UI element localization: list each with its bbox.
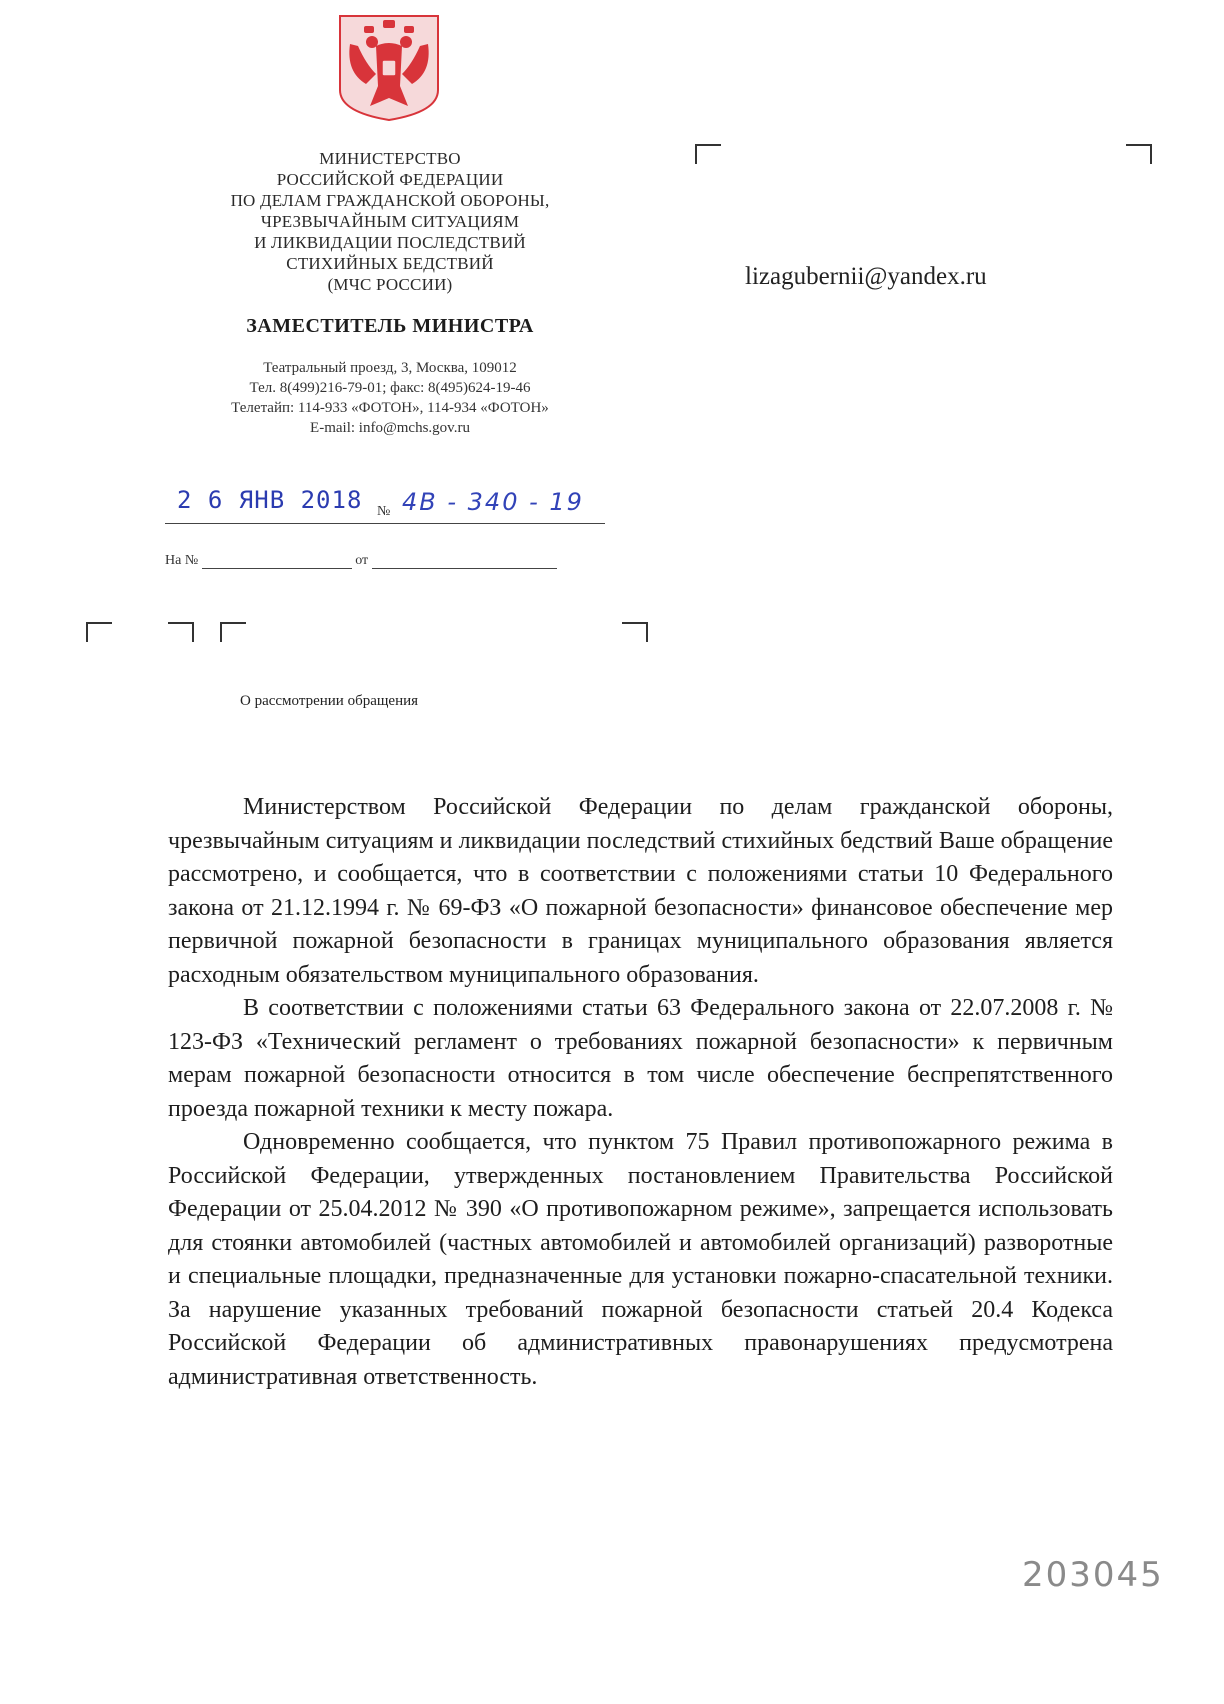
corner-bracket xyxy=(1126,144,1152,164)
ministry-line: И ЛИКВИДАЦИИ ПОСЛЕДСТВИЙ xyxy=(254,233,526,252)
deputy-minister-title: ЗАМЕСТИТЕЛЬ МИНИСТРА xyxy=(246,315,534,337)
letter-body xyxy=(168,791,1113,1394)
corner-bracket xyxy=(168,622,194,642)
na-label: На № xyxy=(165,553,199,568)
ministry-name xyxy=(170,148,610,295)
corner-bracket xyxy=(695,144,721,164)
recipient-email: lizagubernii@yandex.ru xyxy=(745,263,987,290)
ministry-line: МИНИСТЕРСТВО xyxy=(319,149,461,168)
contact-block xyxy=(170,358,610,438)
date-stamp: 2 6 ЯНВ 2018 xyxy=(177,486,363,514)
ot-label: от xyxy=(355,553,369,568)
corner-bracket xyxy=(220,622,246,642)
outgoing-number: 4В - 340 - 19 xyxy=(402,488,584,516)
body-paragraph: В соответствии с положениями статьи 63 Федерального закона от 22.07.2008 г. № 123-ФЗ «Технический регламент о требованиях пожарной безопасности» к первичным мерам пожарной безопасности относится в том числе обеспечение беспрепятственного проезда пожарной техники к месту пожара. xyxy=(168,995,1113,1122)
reference-line xyxy=(165,553,605,575)
ot-blank xyxy=(372,553,557,569)
ministry-line: РОССИЙСКОЙ ФЕДЕРАЦИИ xyxy=(276,170,504,189)
phone-line: Тел. 8(499)216-79-01; факс: 8(495)624-19-46 xyxy=(249,380,531,396)
email-line: E-mail: info@mchs.gov.ru xyxy=(310,420,470,436)
sender-header xyxy=(170,148,610,438)
ministry-line: ПО ДЕЛАМ ГРАЖДАНСКОЙ ОБОРОНЫ, xyxy=(230,191,550,210)
teletype-line: Телетайп: 114-933 «ФОТОН», 114-934 «ФОТОН» xyxy=(231,400,549,416)
body-paragraph: Министерством Российской Федерации по делам гражданской обороны, чрезвычайным ситуациям и ликвидации последствий стихийных бедствий Ваше обращение рассмотрено, и сообщается, что в соответствии с положениями статьи 10 Федерального закона от 21.12.1994 г. № 69-ФЗ «О пожарной безопасности» финансовое обеспечение мер первичной пожарной безопасности в границах муниципального образования является расходным обязательством муниципального образования. xyxy=(168,794,1113,988)
ministry-line: (МЧС РОССИИ) xyxy=(327,275,453,294)
registration-line xyxy=(165,484,605,524)
address-line: Театральный проезд, 3, Москва, 109012 xyxy=(263,360,517,376)
corner-bracket xyxy=(622,622,648,642)
scan-number: 203045 xyxy=(1022,1555,1164,1595)
ministry-line: ЧРЕЗВЫЧАЙНЫМ СИТУАЦИЯМ xyxy=(260,212,520,231)
body-paragraph: Одновременно сообщается, что пунктом 75 Правил противопожарного режима в Российской Федерации, утвержденных постановлением Правительства Российской Федерации от 25.04.2012 № 390 «О противопожарном режиме», запрещается использовать для стоянки автомобилей (частных автомобилей и автомобилей организаций) разворотные и специальные площадки, предназначенные для установки пожарно-спасательной техники. За нарушение указанных требований пожарной безопасности статьей 20.4 Кодекса Российской Федерации об административных правонарушениях предусмотрена административная ответственность. xyxy=(168,1129,1113,1390)
coat-of-arms-emblem xyxy=(336,12,442,124)
number-label: № xyxy=(377,504,391,519)
na-blank xyxy=(202,553,352,569)
subject-line: О рассмотрении обращения xyxy=(240,693,419,709)
corner-bracket xyxy=(86,622,112,642)
ministry-line: СТИХИЙНЫХ БЕДСТВИЙ xyxy=(286,254,494,273)
